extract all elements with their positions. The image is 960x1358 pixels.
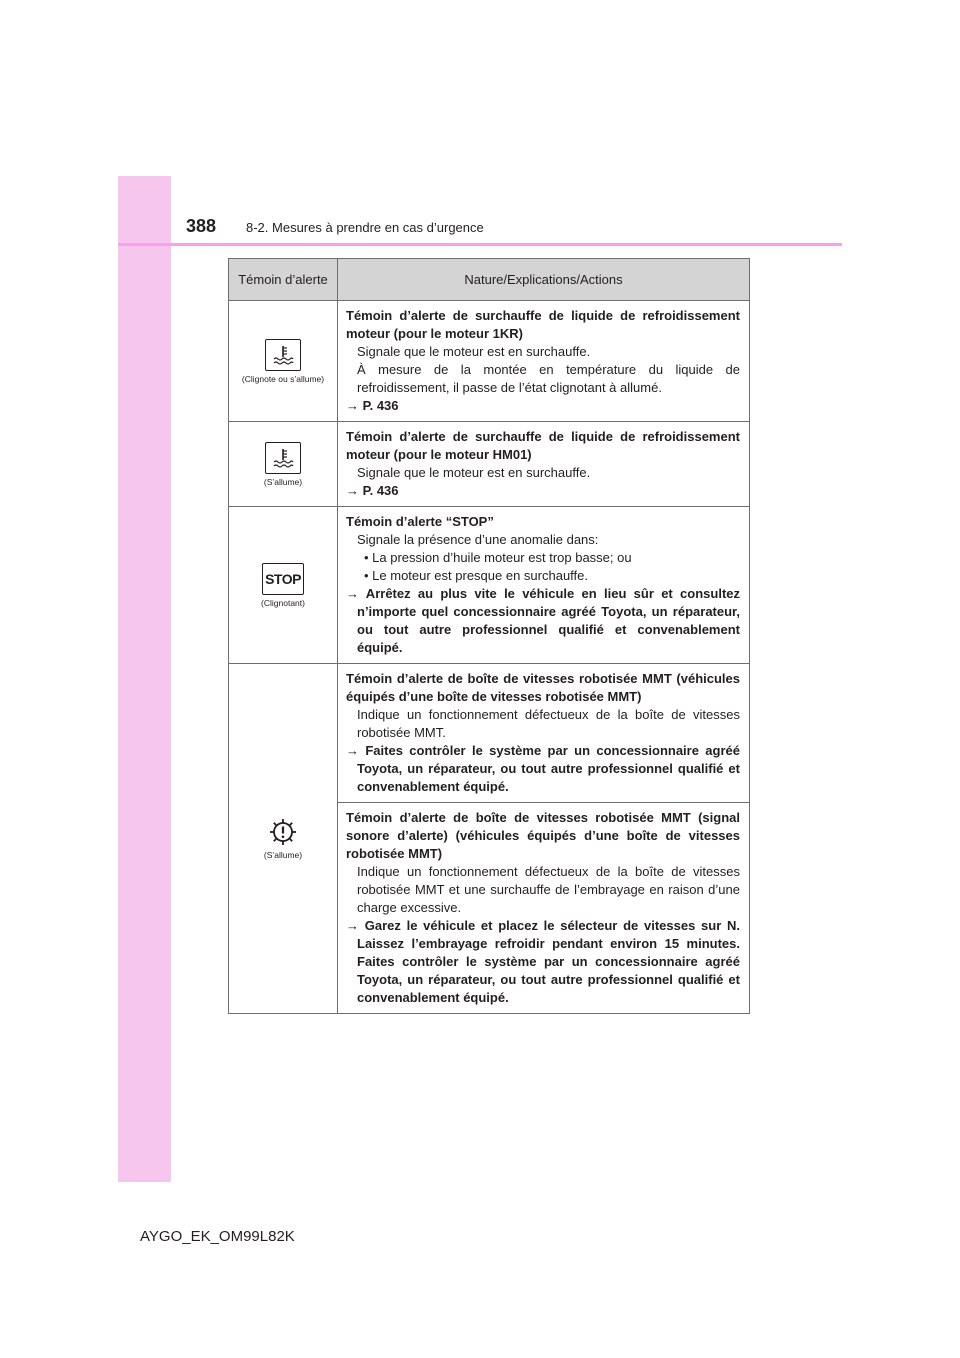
- warning-title: Témoin d’alerte de surchauffe de liquide de refroidissement moteur (pour le moteur 1KR): [346, 308, 740, 341]
- list-item: • Le moteur est presque en surchauffe.: [364, 568, 589, 583]
- indicator-caption: (Clignote ou s’allume): [241, 373, 325, 384]
- page-reference-link[interactable]: → P. 436: [346, 398, 399, 413]
- indicator-caption: (Clignotant): [261, 597, 305, 608]
- stop-icon-text: STOP: [265, 570, 301, 587]
- details-cell: [338, 803, 750, 1014]
- page-reference-link[interactable]: → P. 436: [346, 483, 399, 498]
- warning-action: → Garez le véhicule et placez le sélecteur de vitesses sur N. Laissez l’embrayage refroidir pendant environ 15 minutes. Faites contrôler le système par un concessionnaire agréé Toyota, un réparateur, ou tout autre professionnel qualifié et convenablement équipé.: [346, 918, 740, 1005]
- warning-description: À mesure de la montée en température du liquide de refroidissement, il passe de l’état clignotant à allumé.: [357, 362, 740, 395]
- page-number: 388: [186, 216, 217, 236]
- indicator-caption: (S’allume): [263, 850, 303, 860]
- coolant-temperature-icon: [265, 339, 301, 371]
- details-cell: [338, 301, 750, 422]
- indicator-caption: (S’allume): [263, 476, 303, 487]
- table-row: [229, 301, 750, 422]
- warning-description: Signale la présence d’une anomalie dans:: [357, 532, 599, 547]
- warning-description: Indique un fonctionnement défectueux de la boîte de vitesses robotisée MMT.: [357, 707, 740, 740]
- warning-title: Témoin d’alerte de surchauffe de liquide de refroidissement moteur (pour le moteur HM01): [346, 429, 740, 462]
- warning-action: → Faites contrôler le système par un concessionnaire agréé Toyota, un réparateur, ou tout autre professionnel qualifié et convenablement équipé.: [346, 743, 740, 794]
- indicator-cell: [229, 422, 338, 507]
- warning-description: Signale que le moteur est en surchauffe.: [357, 344, 591, 359]
- section-title: 8-2. Mesures à prendre en cas d’urgence: [246, 220, 484, 235]
- warning-title: Témoin d’alerte de boîte de vitesses robotisée MMT (signal sonore d’alerte) (véhicules équipés d’une boîte de vitesses robotisée MMT): [346, 810, 740, 861]
- gear-warning-icon: [266, 817, 300, 847]
- warning-lights-table: [228, 258, 750, 1014]
- document-code: AYGO_EK_OM99L82K: [140, 1228, 295, 1245]
- warning-description: Indique un fonctionnement défectueux de la boîte de vitesses robotisée MMT et une surchauffe de l’embrayage en raison d’une charge excessive.: [357, 864, 740, 915]
- side-tab-band: [118, 176, 171, 1182]
- details-cell: [338, 422, 750, 507]
- header-rule: [118, 243, 842, 246]
- table-header-row: [229, 259, 750, 301]
- list-item: • La pression d’huile moteur est trop basse; ou: [364, 550, 632, 565]
- warning-title: Témoin d’alerte “STOP”: [346, 514, 494, 529]
- column-header-indicator: Témoin d’alerte: [229, 259, 338, 301]
- table-row: [229, 422, 750, 507]
- coolant-temperature-icon: [265, 442, 301, 474]
- indicator-cell: [229, 301, 338, 422]
- indicator-cell: [229, 507, 338, 664]
- warning-description: Signale que le moteur est en surchauffe.: [357, 465, 591, 480]
- stop-icon: [262, 563, 304, 595]
- column-header-details: Nature/Explications/Actions: [338, 259, 750, 301]
- table-row: [229, 507, 750, 664]
- warning-title: Témoin d’alerte de boîte de vitesses robotisée MMT (véhicules équipés d’une boîte de vitesses robotisée MMT): [346, 671, 740, 704]
- warning-action: → Arrêtez au plus vite le véhicule en lieu sûr et consultez n’importe quel concessionnaire agréé Toyota, un réparateur, ou tout autre professionnel qualifié et convenablement équipé.: [346, 586, 740, 655]
- indicator-cell: [229, 664, 338, 1014]
- details-cell: [338, 507, 750, 664]
- table-row: [229, 664, 750, 803]
- details-cell: [338, 664, 750, 803]
